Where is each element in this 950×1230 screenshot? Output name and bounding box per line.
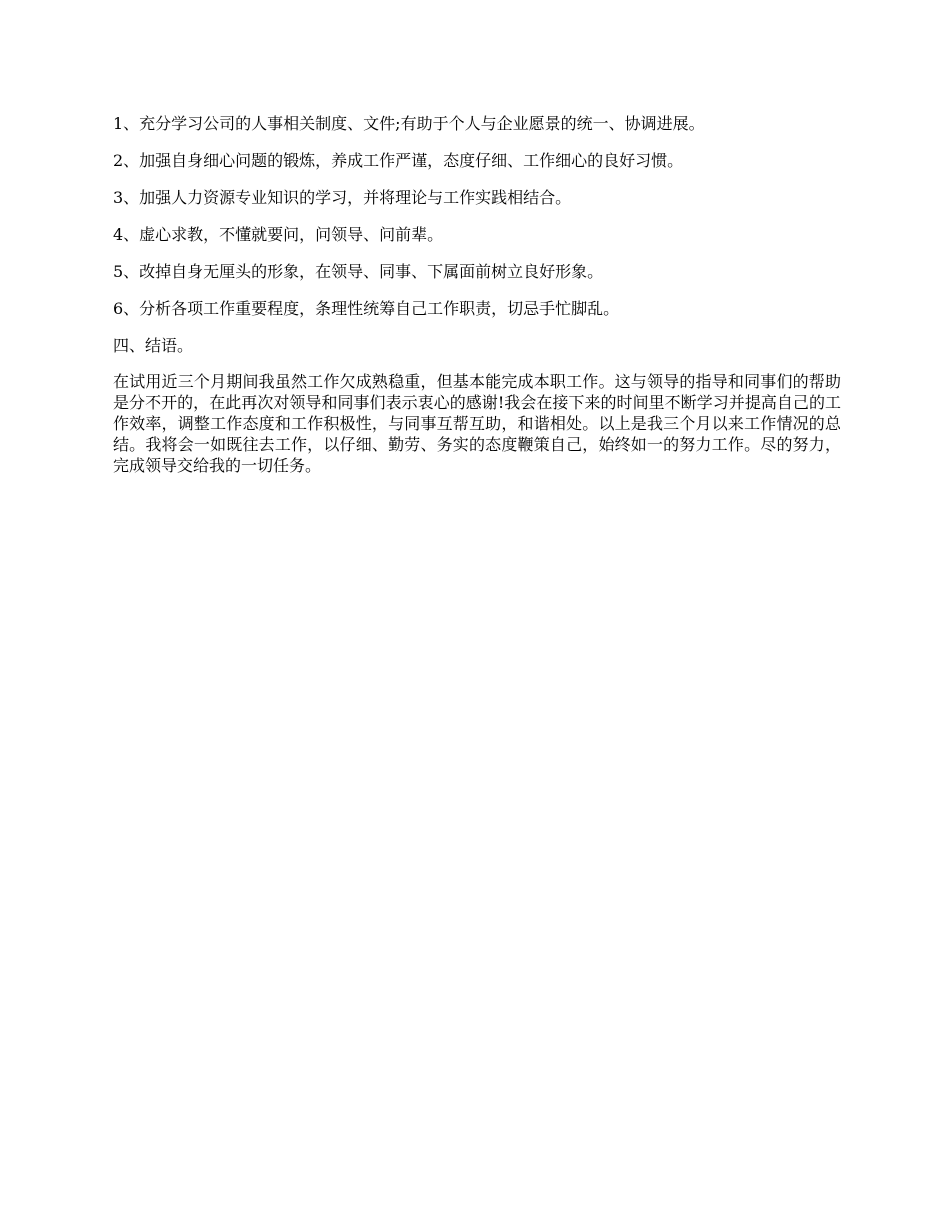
section-heading: 四、结语。 — [113, 336, 194, 355]
list-item-1: 1、充分学习公司的人事相关制度、文件;有助于个人与企业愿景的统一、协调进展。 — [113, 114, 705, 133]
list-item-5: 5、改掉自身无厘头的形象，在领导、同事、下属面前树立良好形象。 — [113, 262, 604, 281]
list-item-4: 4、虚心求教，不懂就要问，问领导、问前辈。 — [113, 225, 444, 244]
closing-paragraph: 在试用近三个月期间我虽然工作欠成熟稳重，但基本能完成本职工作。这与领导的指导和同事们的帮助是分不开的，在此再次对领导和同事们表示衷心的感谢!我会在接下来的时间里不断学习并提高自己的工作效率，调整工作态度和工作积极性，与同事互帮互助，和谐相处。以上是我三个月以来工作情况的总结。我将会一如既往去工作，以仔细、勤劳、务实的态度鞭策自己，始终如一的努力工作。尽的努力，完成领导交给我的一切任务。 — [113, 372, 841, 475]
list-item-6: 6、分析各项工作重要程度，条理性统筹自己工作职责，切忌手忙脚乱。 — [113, 299, 620, 318]
list-item-2: 2、加强自身细心问题的锻炼，养成工作严谨，态度仔细、工作细心的良好习惯。 — [113, 151, 684, 170]
list-item-3: 3、加强人力资源专业知识的学习，并将理论与工作实践相结合。 — [113, 188, 572, 207]
document-body — [113, 112, 841, 476]
